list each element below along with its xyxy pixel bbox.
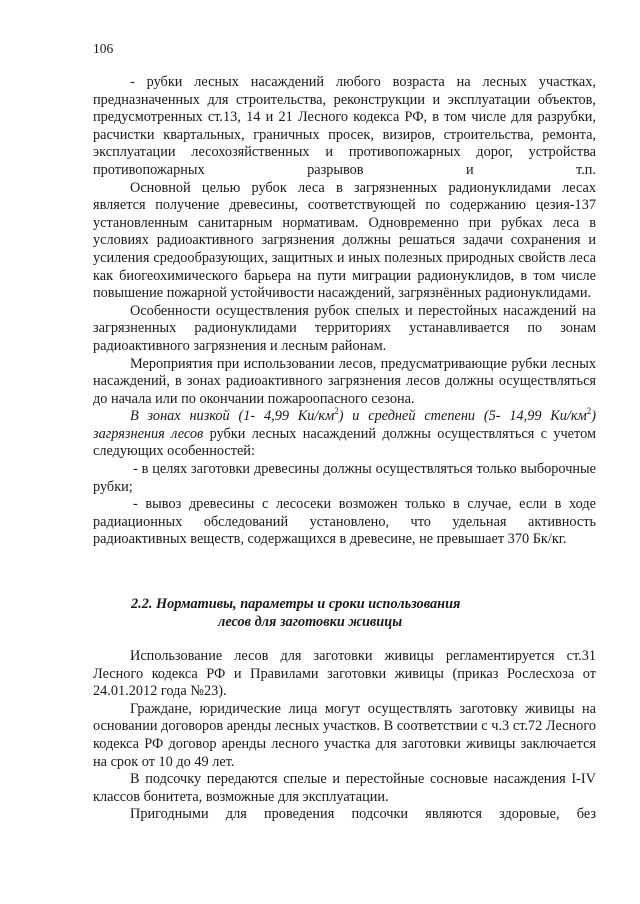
zones-italic-1: В зонах низкой (1- 4,99 Ки/км xyxy=(130,408,335,425)
paragraph-contamination-zones xyxy=(93,408,596,461)
body-text-section-1 xyxy=(93,74,596,549)
paragraph-tapping-stands: В подсочку передаются спелые и перестойные сосновые насаждения I-IV классов бонитета, возможные для эксплуатации. xyxy=(93,771,596,805)
section-heading xyxy=(93,596,596,631)
paragraph-lease-agreements: Граждане, юридические лица могут осуществлять заготовку живицы на основании договоров аренды лесных участков. В соответствии с ч.3 ст.72 Лесного кодекса РФ договор аренды лесного участка для заготовки живицы заключается на срок от 10 до 49 лет. xyxy=(93,700,596,770)
zones-italic-2: ) и средней степени (5- 14,99 Ки/км xyxy=(338,408,587,425)
zones-sup-2: 2 xyxy=(586,406,592,417)
section-heading-line-1: 2.2. Нормативы, параметры и сроки использования xyxy=(131,596,461,612)
list-item-wood-removal: - вывоз древесины с лесосеки возможен только в случае, если в ходе радиационных обследований установлено, что удельная активность радиоактивных веществ, содержащихся в древесине, не превышает 370 Бк/кг. xyxy=(93,496,596,548)
paragraph-suitable-trees: Пригодными для проведения подсочки являются здоровые, без xyxy=(130,806,596,823)
paragraph-felling-season: Мероприятия при использовании лесов, предусматривающие рубки лесных насаждений, в зонах радиоактивного загрязнения лесов должны осуществляться до начала или по окончании пожароопасного сезона. xyxy=(93,355,596,407)
zones-sup-1: 2 xyxy=(334,406,339,417)
body-text-section-2 xyxy=(93,648,596,824)
paragraph-resin-regulation: Использование лесов для заготовки живицы регламентируется ст.31 Лесного кодекса РФ и Правилами заготовки живицы (приказ Рослесхоза от 24.01.2012 года №23). xyxy=(93,648,596,700)
paragraph-felling-features: Особенности осуществления рубок спелых и перестойных насаждений на загрязненных радионуклидами территориях устанавливается по зонам радиоактивного загрязнения и лесным районам. xyxy=(93,302,596,354)
paragraph-felling-purposes: - рубки лесных насаждений любого возраста на лесных участках, предназначенных для строительства, реконструкции и эксплуатации объектов, предусмотренных ст.13, 14 и 21 Лесного кодекса РФ, в том числе для разрубки, расчистки квартальных, граничных просек, визиров, строительства, ремонта, эксплуатации лесохозяйственных и противопожарных дорог, устройства противопожарных разрывов и т.п. xyxy=(93,74,596,178)
page-number: 106 xyxy=(93,41,114,56)
list-item-selective-felling: - в целях заготовки древесины должны осуществляться только выборочные рубки; xyxy=(93,461,596,495)
paragraph-main-goal: Основной целью рубок леса в загрязненных радионуклидами лесах является получение древесины, соответствующей по содержанию цезия-137 установленным санитарным нормативам. Одновременно при рубках леса в условиях радиоактивного загрязнения должны решаться задачи сохранения и усиления средообразующих, защитных и иных полезных природных свойств леса как биогеохимического барьера на пути миграции радионуклидов, в том числе повышение пожарной устойчивости насаждений, загрязнённых радионуклидами. xyxy=(93,179,596,302)
zones-italic-3: ) загрязнения лесов xyxy=(93,408,596,442)
section-heading-line-2: лесов для заготовки живицы xyxy=(218,613,403,630)
zones-normal-text: рубки лесных насаждений должны осуществляться с учетом следующих особенностей: xyxy=(93,425,596,460)
